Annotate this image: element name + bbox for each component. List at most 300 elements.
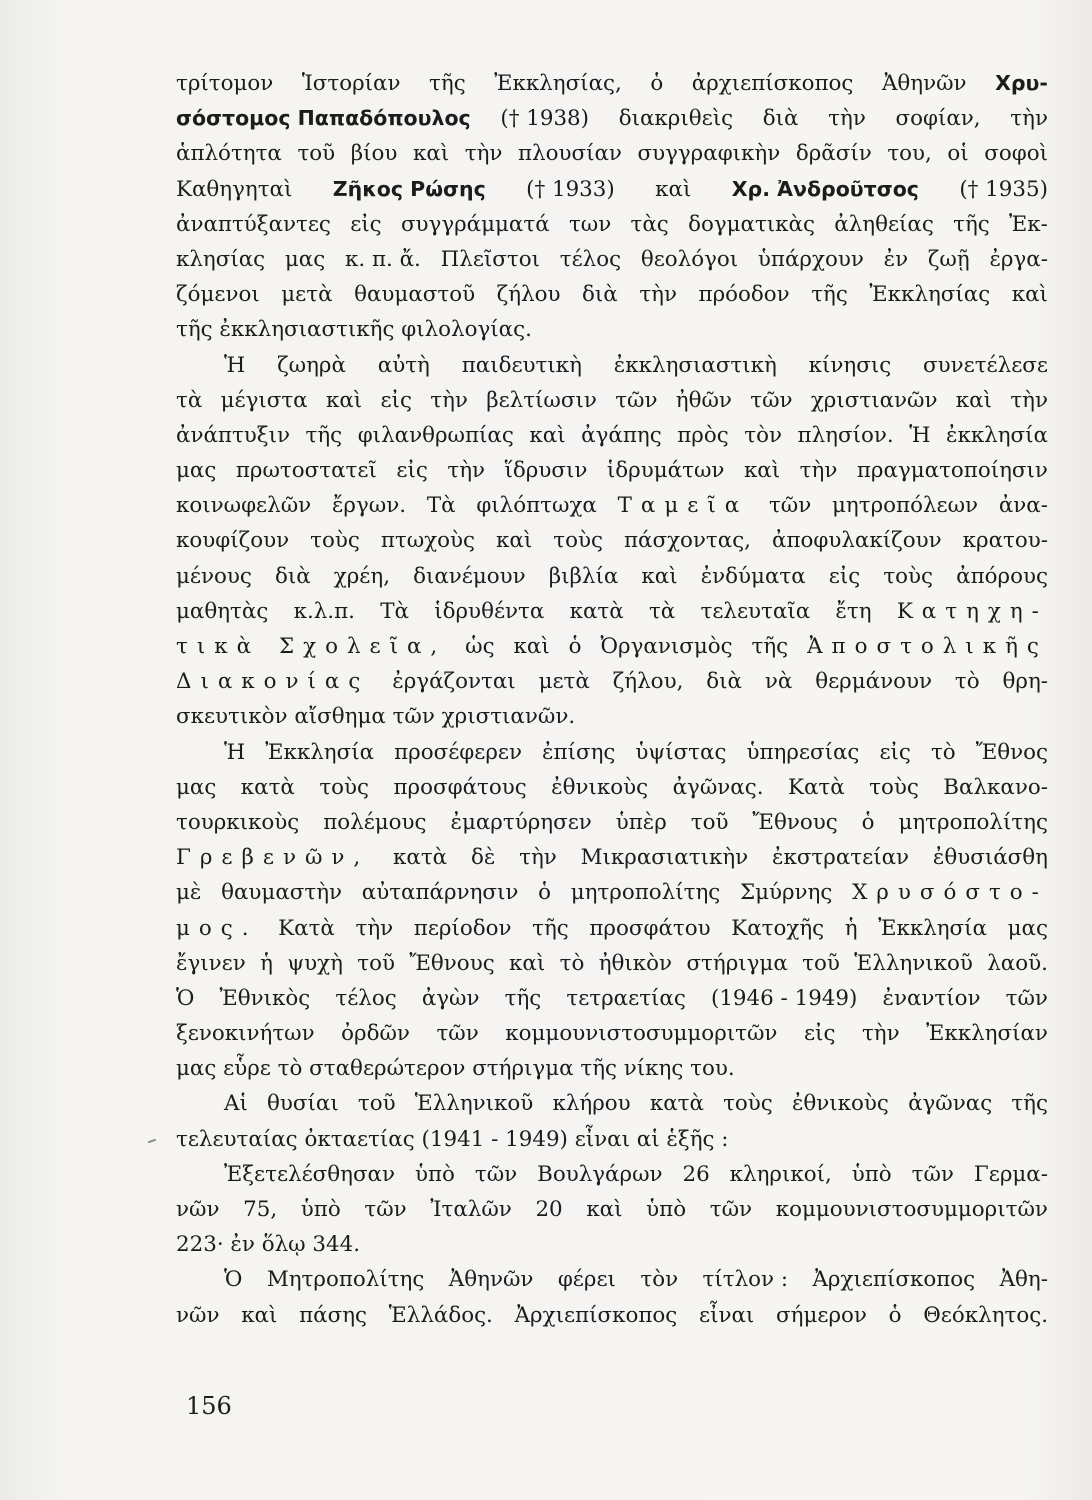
word: Ζῆκος Ρώσης bbox=[332, 176, 486, 201]
word: τῆς bbox=[953, 211, 990, 237]
word: προσφάτους bbox=[393, 774, 527, 800]
word: καὶ bbox=[743, 458, 781, 484]
word: Ἀθη- bbox=[999, 1267, 1048, 1293]
word: ἐπίσης bbox=[542, 739, 616, 765]
word: εἰς bbox=[803, 1021, 836, 1047]
word: Χρυ- bbox=[995, 71, 1048, 95]
word: εἰς bbox=[380, 387, 412, 413]
word: σήμερον bbox=[776, 1302, 867, 1328]
word: τοῦ bbox=[690, 809, 729, 835]
text-line bbox=[176, 277, 1048, 312]
word: μος. bbox=[176, 915, 258, 941]
word: κ. π. ἄ. bbox=[344, 246, 421, 272]
word: Κατὰ bbox=[787, 774, 845, 800]
word: τῆς bbox=[1011, 1091, 1048, 1117]
word: Πλεῖστοι bbox=[440, 246, 540, 272]
word: ἐμαρτύρησεν bbox=[450, 809, 592, 835]
text-line bbox=[176, 594, 1048, 629]
word: ζήλου, bbox=[612, 669, 684, 695]
word: κοινωφελῶν bbox=[176, 493, 312, 519]
word: πλουσίαν bbox=[517, 141, 622, 167]
word: Σμύρνης bbox=[739, 880, 833, 906]
word: κατὰ bbox=[393, 845, 448, 871]
word: κρατου- bbox=[962, 528, 1048, 554]
word: ἐν bbox=[883, 246, 909, 272]
word: Χρ. Ἀνδροῦτσος bbox=[731, 176, 919, 201]
word: τὴν bbox=[639, 282, 677, 308]
word: Ἡ bbox=[909, 422, 931, 448]
word: πάσχοντας, bbox=[623, 528, 751, 554]
word: καὶ bbox=[586, 1197, 623, 1222]
word: ὑπὸ bbox=[851, 1161, 892, 1187]
word: θρη- bbox=[1002, 669, 1048, 695]
word: τὴν bbox=[861, 1021, 900, 1047]
word: Ἰταλῶν bbox=[430, 1197, 512, 1222]
word: νῶν bbox=[176, 1197, 220, 1222]
word: βελτίωσιν bbox=[486, 387, 597, 413]
word: ζόμενοι bbox=[176, 282, 260, 308]
text-line bbox=[176, 1086, 1048, 1121]
word: ὡς bbox=[465, 634, 495, 659]
print-speck bbox=[148, 1139, 156, 1144]
word: καὶ bbox=[955, 387, 992, 413]
word: ὑπὲρ bbox=[615, 809, 667, 835]
word: Ἔθνους bbox=[409, 950, 495, 976]
word: καὶ bbox=[496, 528, 533, 554]
word: Ἀθηνῶν bbox=[448, 1267, 534, 1293]
word: πραγματοποίησιν bbox=[856, 458, 1048, 484]
word: ὁ bbox=[650, 71, 664, 96]
word: τίτλον : bbox=[702, 1267, 789, 1293]
word: ὑπὸ bbox=[300, 1197, 341, 1222]
word: Ἀρχιεπίσκοπος bbox=[514, 1302, 678, 1328]
word: Ἀθηνῶν bbox=[881, 71, 967, 96]
word: τῶν bbox=[364, 1197, 407, 1222]
text-line bbox=[176, 805, 1048, 840]
word: ἀνάπτυξιν bbox=[176, 422, 290, 448]
text-line bbox=[176, 488, 1048, 523]
word: κλήρου bbox=[552, 1091, 631, 1117]
text-line bbox=[176, 242, 1048, 277]
word: χρέη, bbox=[333, 563, 390, 589]
text-line bbox=[176, 735, 1048, 770]
word: καὶ bbox=[655, 176, 692, 202]
word: τὰς bbox=[630, 211, 669, 237]
text-line bbox=[176, 453, 1048, 488]
word: πάσης bbox=[299, 1302, 368, 1328]
word: ἀποφυλακίζουν bbox=[772, 528, 942, 554]
word: τοὺς bbox=[723, 1091, 773, 1117]
word: κίνησις bbox=[808, 352, 892, 378]
word: μένους bbox=[176, 563, 252, 589]
word: περίοδον bbox=[413, 915, 512, 941]
word: ἀγῶνας. bbox=[672, 774, 764, 800]
word: σοφίαν, bbox=[895, 106, 981, 132]
word: (1946 - 1949) bbox=[710, 985, 858, 1011]
text-line bbox=[176, 383, 1048, 418]
text-line bbox=[176, 66, 1048, 101]
word: († 1933) bbox=[526, 176, 615, 202]
word: Μικρασιατικὴν bbox=[580, 845, 749, 871]
word: ζωῇ bbox=[927, 246, 970, 272]
word: σόστομος Παπαδόπουλος bbox=[176, 106, 471, 131]
word: φιλανθρωπίας bbox=[357, 422, 514, 448]
word: φέρει bbox=[557, 1267, 616, 1293]
word: βίου bbox=[350, 141, 398, 167]
word: τῶν bbox=[1005, 985, 1048, 1011]
word: Γερμα- bbox=[973, 1161, 1048, 1187]
word: 223· ἐν ὅλῳ 344. bbox=[176, 1232, 361, 1258]
text-line bbox=[176, 1051, 1048, 1086]
word: τοὺς bbox=[319, 774, 370, 800]
word: Ὀργανισμὸς bbox=[600, 634, 733, 659]
word: πρωτοστατεῖ bbox=[235, 458, 377, 484]
word: Ἐκ- bbox=[1009, 211, 1048, 237]
word: τελευταίας ὀκταετίας (1941 - 1949) εἶναι αἱ ἑξῆς : bbox=[176, 1126, 729, 1152]
word: μας bbox=[176, 774, 217, 800]
word: βιβλία bbox=[548, 563, 619, 589]
word: ἀπόρους bbox=[956, 563, 1048, 589]
word: μετὰ bbox=[538, 669, 590, 695]
word: ἐνδύματα bbox=[700, 563, 806, 589]
text-line bbox=[176, 840, 1048, 875]
word: ἠθικὸν bbox=[598, 950, 673, 976]
text-line bbox=[176, 699, 1048, 734]
word: τὸν bbox=[640, 1267, 679, 1293]
word: Καθηγηταὶ bbox=[176, 176, 293, 202]
word: δογματικὰς bbox=[688, 211, 815, 237]
word: ἔτη bbox=[835, 598, 872, 624]
word: κατὰ bbox=[240, 774, 295, 800]
word: τὴν bbox=[1010, 387, 1048, 413]
word: καὶ bbox=[412, 141, 450, 167]
word: δὲ bbox=[470, 845, 496, 871]
word: συγγραφικὴν bbox=[637, 141, 781, 167]
text-line bbox=[176, 172, 1048, 207]
word: προσφάτου bbox=[589, 915, 711, 941]
word: ἐναντίον bbox=[882, 985, 981, 1011]
word: ἔγινεν bbox=[176, 950, 246, 976]
word: κλησίας bbox=[176, 246, 266, 272]
word: Ὁ bbox=[176, 985, 195, 1011]
word: ὁ bbox=[888, 1302, 902, 1328]
word: ἀρχιεπίσκοπος bbox=[691, 71, 854, 96]
word: τρίτομον bbox=[176, 71, 274, 96]
word: κ.λ.π. bbox=[293, 598, 355, 624]
word: Ἐκκλησίαν bbox=[926, 1021, 1048, 1047]
word: ἀνα- bbox=[998, 493, 1048, 519]
word: τοῦ bbox=[802, 950, 840, 976]
word: Ἑλληνικοῦ bbox=[854, 950, 973, 976]
word: ὁ bbox=[568, 634, 582, 659]
word: τέλος bbox=[559, 246, 622, 272]
word: μὲ bbox=[176, 880, 202, 906]
word: ζήλου bbox=[496, 282, 561, 308]
word: Ἀρχιεπίσκοπος bbox=[812, 1267, 976, 1293]
word: ἐκκλησία bbox=[945, 422, 1048, 448]
word: μαθητὰς bbox=[176, 598, 269, 624]
word: μέγιστα bbox=[220, 387, 308, 413]
text-line bbox=[176, 1262, 1048, 1297]
word: ἐργάζονται bbox=[392, 669, 516, 695]
word: Μητροπολίτης bbox=[266, 1267, 425, 1293]
word: τοὺς bbox=[883, 563, 934, 589]
word: αὐταπάρνησιν bbox=[361, 880, 519, 906]
word: των bbox=[568, 211, 612, 237]
word: ἐκστρατείαν bbox=[771, 845, 910, 871]
word: ὑπὸ bbox=[646, 1197, 687, 1222]
text-line bbox=[176, 207, 1048, 242]
word: ἐθυσιάσθη bbox=[932, 845, 1048, 871]
word: Ἐξετελέσθησαν bbox=[224, 1161, 396, 1187]
word: Ἐκκλησίας bbox=[869, 282, 991, 308]
word: Τὰ bbox=[380, 598, 409, 624]
word: θαυμαστὴν bbox=[221, 880, 343, 906]
word: παιδευτικὴ bbox=[461, 352, 582, 378]
word: τὴν bbox=[519, 845, 557, 871]
word: διὰ bbox=[274, 563, 311, 589]
text-line bbox=[176, 981, 1048, 1016]
word: Διακονίας bbox=[176, 669, 370, 695]
word: πτωχοὺς bbox=[380, 528, 476, 554]
text-line bbox=[176, 418, 1048, 453]
word: τοῦ bbox=[357, 1091, 396, 1117]
word: εἰς bbox=[828, 563, 861, 589]
word: καὶ bbox=[529, 422, 566, 448]
word: διὰ bbox=[706, 669, 742, 695]
word: εἶναι bbox=[699, 1302, 755, 1328]
word: μας bbox=[176, 458, 217, 484]
word: μητροπόλεων bbox=[832, 493, 979, 519]
word: εἰς bbox=[396, 458, 428, 484]
word: τὸ bbox=[954, 669, 980, 695]
word: σκευτικὸν αἴσθημα τῶν χριστιανῶν. bbox=[176, 704, 576, 730]
word: μας bbox=[1007, 915, 1048, 941]
word: συγγράμματά bbox=[400, 211, 550, 237]
word: τῶν bbox=[615, 387, 658, 413]
word: ἱδρυμάτων bbox=[606, 458, 725, 484]
word: τὴν bbox=[799, 458, 838, 484]
word: φιλόπτωχα bbox=[476, 493, 597, 519]
page-number: 156 bbox=[186, 1392, 232, 1420]
word: Βουλγάρων bbox=[537, 1161, 663, 1187]
text-line bbox=[176, 1192, 1048, 1227]
word: ὀρδῶν bbox=[341, 1021, 410, 1047]
word: τέλος bbox=[335, 985, 397, 1011]
text-line bbox=[176, 1157, 1048, 1192]
word: Χρυσόστο- bbox=[852, 880, 1048, 906]
word: τελευταῖα bbox=[700, 598, 811, 624]
word: τετραετίας bbox=[566, 985, 686, 1011]
word: καὶ bbox=[1011, 282, 1048, 308]
word: τοῦ bbox=[297, 141, 336, 167]
word: Κατηχη- bbox=[896, 598, 1048, 624]
word: τῆς bbox=[532, 915, 569, 941]
word: ἀγάπης bbox=[581, 422, 662, 448]
text-line bbox=[176, 1016, 1048, 1051]
text-line bbox=[176, 664, 1048, 699]
word: ἁπλότητα bbox=[176, 141, 282, 167]
word: τὰ bbox=[648, 598, 676, 624]
word: τῆς bbox=[811, 282, 848, 308]
word: τὴν bbox=[1010, 106, 1048, 132]
word: τῆς bbox=[504, 985, 542, 1011]
word: τοὺς bbox=[310, 528, 360, 554]
word: πρὸς bbox=[677, 422, 729, 448]
word: τοῦ bbox=[357, 950, 395, 976]
word: Κατὰ bbox=[278, 915, 335, 941]
word: 75, bbox=[243, 1197, 278, 1222]
word: ἱδρυθέντα bbox=[434, 598, 545, 624]
word: νὰ bbox=[764, 669, 793, 695]
text-line bbox=[176, 770, 1048, 805]
word: ἡ bbox=[260, 950, 273, 976]
word: ἐκκλησιαστικὴ bbox=[613, 352, 777, 378]
word: ἠθῶν bbox=[675, 387, 732, 413]
word: θαυμαστοῦ bbox=[354, 282, 476, 308]
word: τὴν bbox=[828, 106, 866, 132]
word: του, bbox=[887, 141, 932, 167]
word: Αἱ bbox=[224, 1091, 248, 1117]
word: τοὺς bbox=[553, 528, 603, 554]
word: Ἐκκλησία bbox=[878, 915, 987, 941]
word: οἱ bbox=[947, 141, 969, 167]
word: συνετέλεσε bbox=[923, 352, 1048, 378]
text-line bbox=[176, 629, 1048, 664]
word: τῶν bbox=[911, 1161, 954, 1187]
word: Ἐκκλησίας, bbox=[494, 71, 622, 96]
word: κληρικοί, bbox=[729, 1161, 832, 1187]
word: καὶ bbox=[241, 1302, 278, 1328]
word: τὴν bbox=[355, 915, 394, 941]
word: διακριθεὶς bbox=[618, 106, 734, 132]
word: διὰ bbox=[762, 106, 799, 132]
word: κουφίζουν bbox=[176, 528, 290, 554]
body-text bbox=[176, 66, 1048, 1333]
word: τὴν bbox=[430, 387, 468, 413]
word: Ὁ bbox=[224, 1267, 243, 1293]
word: ὁ bbox=[861, 809, 875, 835]
word: Σχολεῖα, bbox=[278, 634, 447, 659]
word: Ταμεῖα bbox=[617, 493, 749, 519]
word: δρᾶσίν bbox=[795, 141, 872, 167]
word: αὐτὴ bbox=[377, 352, 430, 378]
text-line bbox=[176, 946, 1048, 981]
word: Ἡ bbox=[224, 352, 246, 378]
word: τῆς bbox=[751, 634, 789, 659]
word: μας bbox=[284, 246, 326, 272]
word: τὴν bbox=[464, 141, 503, 167]
word: πολέμους bbox=[323, 809, 427, 835]
word: ἵδρυσιν bbox=[504, 458, 588, 484]
word: καὶ bbox=[641, 563, 678, 589]
word: μετὰ bbox=[281, 282, 333, 308]
word: μας εὗρε τὸ σταθερώτερον στήριγμα τῆς νίκης του. bbox=[176, 1056, 735, 1082]
word: καὶ bbox=[513, 634, 550, 659]
word: Ἑλλάδος. bbox=[388, 1302, 493, 1328]
word: τῶν bbox=[474, 1161, 518, 1187]
word: θερμάνουν bbox=[815, 669, 932, 695]
word: ὑπηρεσίας bbox=[746, 739, 860, 765]
word: Ἐθνικὸς bbox=[219, 985, 311, 1011]
word: θεολόγοι bbox=[640, 246, 739, 272]
word: 20 bbox=[535, 1197, 563, 1222]
word: διανέμουν bbox=[413, 563, 526, 589]
word: πλησίον. bbox=[797, 422, 894, 448]
word: Ἡ bbox=[224, 739, 246, 765]
text-line bbox=[176, 559, 1048, 594]
word: τικὰ bbox=[176, 634, 261, 659]
word: ἐθνικοὺς bbox=[551, 774, 649, 800]
word: ὑπὸ bbox=[414, 1161, 455, 1187]
word: χριστιανῶν bbox=[810, 387, 938, 413]
word: τῆς bbox=[429, 71, 466, 96]
word: Ἑλληνικοῦ bbox=[414, 1091, 534, 1117]
word: Τὰ bbox=[426, 493, 456, 519]
word: ὑψίστας bbox=[635, 739, 727, 765]
word: Ἀποστολικῆς bbox=[807, 634, 1048, 659]
word: ὑπάρχουν bbox=[757, 246, 864, 272]
word: τῶν bbox=[709, 1197, 753, 1222]
word: μητροπολίτης bbox=[570, 880, 721, 906]
text-line bbox=[176, 911, 1048, 946]
text-line bbox=[176, 136, 1048, 171]
word: († 1935) bbox=[959, 176, 1048, 202]
word: τὸν bbox=[744, 422, 782, 448]
word: ἀληθείας bbox=[834, 211, 934, 237]
text-line bbox=[176, 312, 1048, 347]
word: ἐθνικοὺς bbox=[791, 1091, 889, 1117]
text-line bbox=[176, 875, 1048, 910]
word: Ἱστορίαν bbox=[301, 71, 401, 96]
word: πρόοδον bbox=[698, 282, 790, 308]
word: μητροπολίτης bbox=[898, 809, 1048, 835]
word: ἀγὼν bbox=[421, 985, 480, 1011]
word: Γρεβενῶν, bbox=[176, 845, 370, 871]
word: λαοῦ. bbox=[987, 950, 1048, 976]
word: τῶν bbox=[436, 1021, 479, 1047]
word: καὶ bbox=[325, 387, 363, 413]
word: ἔργων. bbox=[331, 493, 407, 519]
word: διὰ bbox=[582, 282, 618, 308]
text-line bbox=[176, 1227, 1048, 1262]
word: τοὺς bbox=[869, 774, 919, 800]
word: ξενοκινήτων bbox=[176, 1021, 315, 1047]
text-line bbox=[176, 101, 1048, 136]
word: Κατοχῆς bbox=[731, 915, 825, 941]
word: στήριγμα bbox=[686, 950, 788, 976]
word: τῶν bbox=[768, 493, 812, 519]
word: Ἔθνους bbox=[752, 809, 838, 835]
word: σοφοὶ bbox=[984, 141, 1048, 167]
word: ζωηρὰ bbox=[277, 352, 346, 378]
text-line bbox=[176, 1298, 1048, 1333]
word: τουρκικοὺς bbox=[176, 809, 300, 835]
word: ψυχὴ bbox=[287, 950, 343, 976]
word: τὸ bbox=[930, 739, 956, 765]
text-line bbox=[176, 523, 1048, 558]
word: κατὰ bbox=[569, 598, 624, 624]
word: εἰς bbox=[879, 739, 911, 765]
word: Ἔθνος bbox=[975, 739, 1048, 765]
word: ἀγῶνας bbox=[908, 1091, 993, 1117]
word: Θεόκλητος. bbox=[923, 1302, 1048, 1328]
word: θυσίαι bbox=[267, 1091, 339, 1117]
word: κομμουνιστοσυμμοριτῶν bbox=[775, 1197, 1048, 1222]
word: νῶν bbox=[176, 1302, 220, 1328]
word: τὸ bbox=[559, 950, 585, 976]
word: 26 bbox=[682, 1161, 710, 1187]
